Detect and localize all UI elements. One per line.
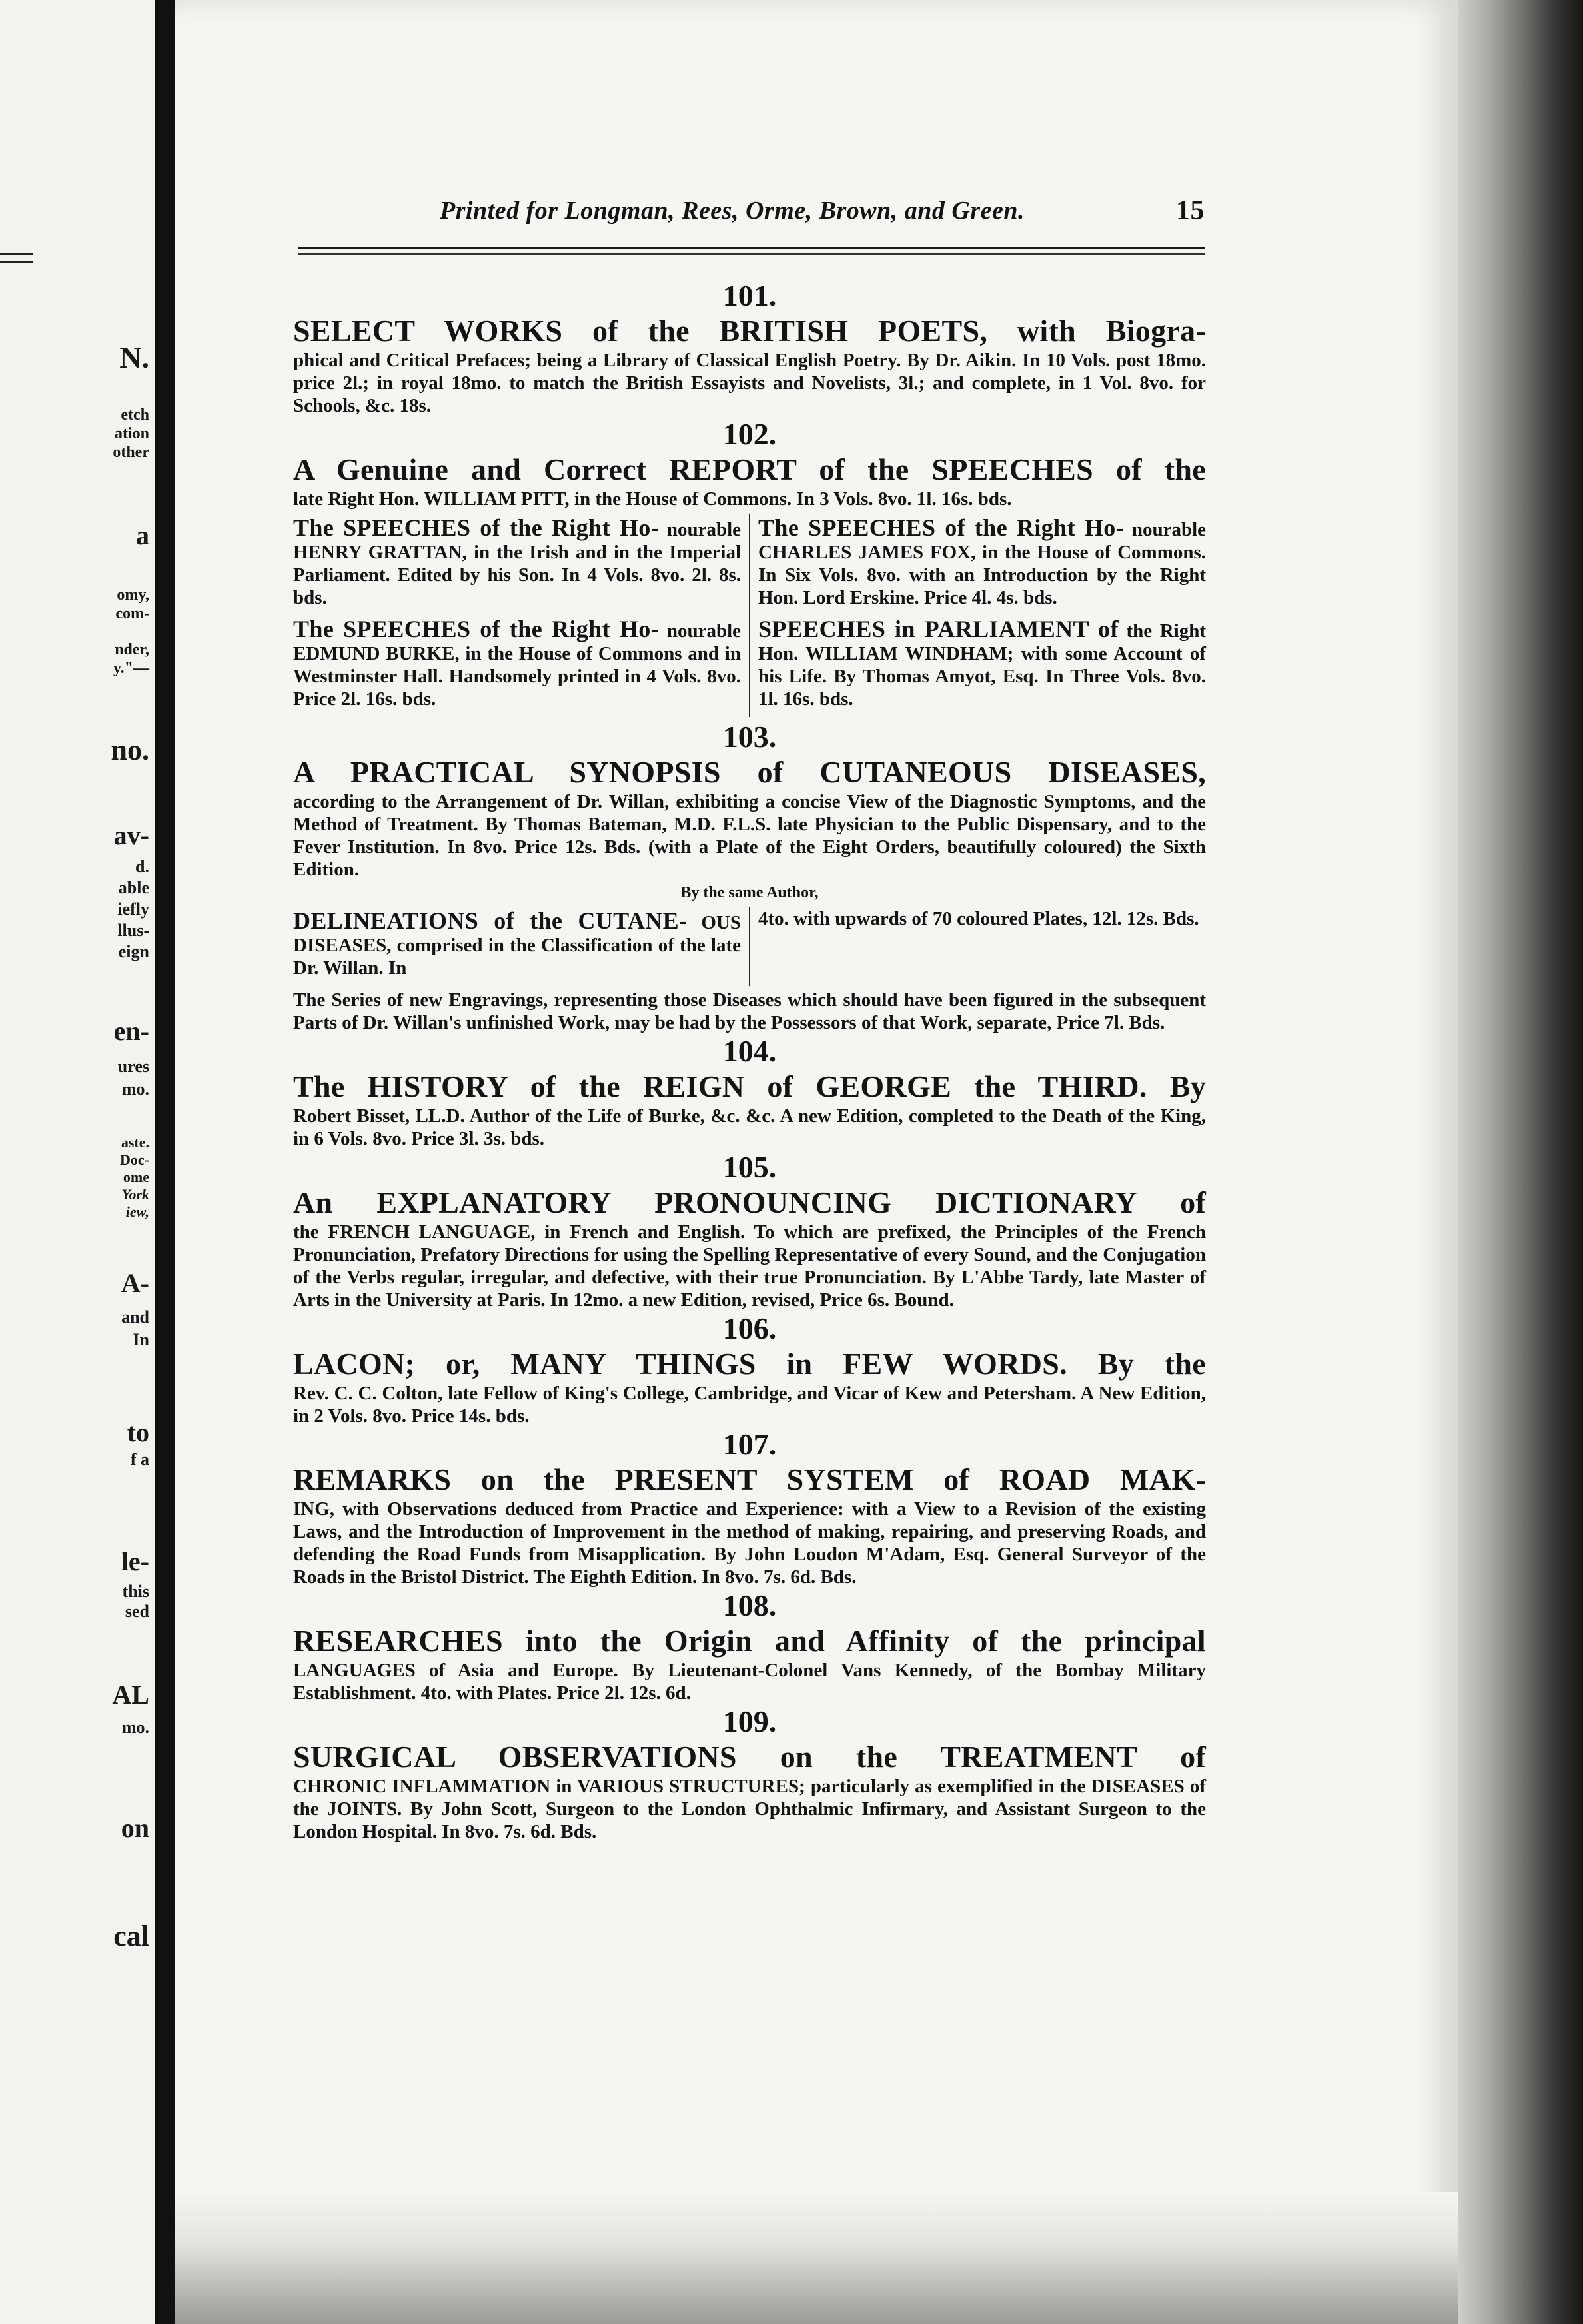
- left-column: [293, 907, 750, 986]
- entry-title: REMARKS on the PRESENT SYSTEM of ROAD MAK-: [293, 1462, 1206, 1496]
- column-item-lead: DELINEATIONS of the CUTANE-: [293, 907, 688, 934]
- entry-body: Rev. C. C. Colton, late Fellow of King's College, Cambridge, and Vicar of Kew and Petersham. A New Edition, in 2 Vols. 8vo. Price 14s. bds.: [293, 1383, 1206, 1427]
- left-page-fragment: AL: [112, 1680, 149, 1710]
- header-rule: [298, 247, 1205, 249]
- column-item-text: nourable CHARLES JAMES FOX, in the House of Commons. In Six Vols. 8vo. with an Introduction by the Right Hon. Lord Erskine. Price 4l. 4s. bds.: [758, 519, 1206, 608]
- catalogue-entry: [293, 720, 1206, 1034]
- left-page-fragment: mo.: [121, 1079, 149, 1099]
- left-page-fragment: llus-: [117, 921, 149, 940]
- left-page-fragment: ures: [117, 1057, 149, 1076]
- entry-number: 107.: [722, 1427, 777, 1461]
- column-item: [758, 907, 1206, 930]
- column-item-lead: SPEECHES in PARLIAMENT of: [758, 616, 1119, 642]
- entry-sub-note: By the same Author,: [680, 884, 819, 901]
- entry-body: the FRENCH LANGUAGE, in French and English. To which are prefixed, the Principles of the French Pronunciation, Prefatory Directions for using the Spelling Representative of every Sound, and the Conjugation of the Verbs regular, irregular, and defective, with their true Pronunciation. By L'Abbe Tardy, late Master of Arts in the University at Paris. In 12mo. a new Edition, revised, Price 6s. Bound.: [293, 1221, 1206, 1311]
- column-item: [293, 616, 741, 710]
- column-item-text: 4to. with upwards of 70 coloured Plates, 12l. 12s. Bds.: [758, 908, 1199, 929]
- left-page-fragment: cal: [113, 1920, 149, 1952]
- left-page-fragment: able: [118, 878, 149, 897]
- left-page-fragment: aste.: [121, 1134, 149, 1151]
- column-item-lead: The SPEECHES of the Right Ho-: [293, 616, 660, 642]
- entry-body: LANGUAGES of Asia and Europe. By Lieutenant-Colonel Vans Kennedy, of the Bombay Military Establishment. 4to. with Plates. Price 2l. 12s. 6d.: [293, 1660, 1206, 1704]
- left-page-fragment: other: [113, 444, 149, 461]
- left-page-fragment: sed: [125, 1602, 149, 1621]
- left-page-fragment: f a: [130, 1450, 149, 1469]
- left-page-fragment: etch: [121, 406, 149, 424]
- left-page-fragment: com-: [115, 605, 149, 622]
- left-page-fragment: to: [127, 1417, 149, 1447]
- left-page-fragment: iew,: [125, 1203, 149, 1220]
- catalogue-entry: [293, 279, 1206, 417]
- column-item: [758, 514, 1206, 609]
- left-page-fragment: eign: [118, 942, 149, 961]
- entry-body: Robert Bisset, LL.D. Author of the Life of Burke, &c. &c. A new Edition, completed to the Death of the King, in 6 Vols. 8vo. Price 3l. 3s. bds.: [293, 1105, 1206, 1149]
- running-head: [426, 192, 1205, 232]
- page-number: 15: [1176, 195, 1205, 226]
- entry-body: ING, with Observations deduced from Practice and Experience: with a View to a Revision of the existing Laws, and the Introduction of Improvement in the method of making, repairing, and preserving Roads, and defending the Road Funds from Misapplication. By John Loudon M'Adam, Esq. General Surveyor of the Roads in the Bristol District. The Eighth Edition. In 8vo. 7s. 6d. Bds.: [293, 1498, 1206, 1588]
- left-page-fragment: ome: [123, 1169, 149, 1185]
- left-page-fragment: ation: [114, 425, 149, 442]
- left-page-fragment: N.: [119, 340, 149, 374]
- column-item-lead: The SPEECHES of the Right Ho-: [758, 514, 1125, 541]
- entry-title: LACON; or, MANY THINGS in FEW WORDS. By the: [293, 1347, 1206, 1381]
- left-page-fragment: A-: [121, 1268, 149, 1298]
- entry-title: A Genuine and Correct REPORT of the SPEECHES of the: [293, 452, 1206, 486]
- entry-body: phical and Critical Prefaces; being a Library of Classical English Poetry. By Dr. Aikin. In 10 Vols. post 18mo. price 2l.; in royal 18mo. to match the British Essayists and Novelists, 3l.; and complete, in 1 Vol. 8vo. for Schools, &c. 18s.: [293, 350, 1206, 416]
- page-edge: [1458, 0, 1583, 2324]
- column-item-text: nourable HENRY GRATTAN, in the Irish and in the Imperial Parliament. Edited by his Son. In 4 Vols. 8vo. 2l. 8s. bds.: [293, 519, 741, 608]
- catalogue-entry: [293, 1034, 1206, 1150]
- entry-number: 108.: [722, 1588, 777, 1622]
- left-page-fragment: av-: [113, 820, 149, 850]
- column-item-lead: The SPEECHES of the Right Ho-: [293, 514, 660, 541]
- entry-body: according to the Arrangement of Dr. Willan, exhibiting a concise View of the Diagnostic Symptoms, and the Method of Treatment. By Thomas Bateman, M.D. F.L.S. late Physician to the Public Dispensary, and to the Fever Institution. In 8vo. Price 12s. Bds. (with a Plate of the Eight Orders, beautifully coloured) the Sixth Edition.: [293, 791, 1206, 880]
- column-item: [293, 907, 741, 979]
- left-facing-page: [0, 0, 155, 2324]
- left-page-fragment: le-: [121, 1546, 149, 1576]
- entry-number: 109.: [722, 1704, 777, 1738]
- entry-number: 101.: [722, 279, 777, 312]
- right-column: [750, 514, 1206, 717]
- two-column-listing: [293, 907, 1206, 986]
- entry-body: CHRONIC INFLAMMATION in VARIOUS STRUCTURES; particularly as exemplified in the DISEASES of the JOINTS. By John Scott, Surgeon to the London Ophthalmic Infirmary, and Assistant Surgeon to the London Hospital. In 8vo. 7s. 6d. Bds.: [293, 1776, 1206, 1842]
- book-gutter: [155, 0, 175, 2324]
- header-rule-thin: [298, 253, 1205, 255]
- entry-title: SELECT WORKS of the BRITISH POETS, with Biogra-: [293, 314, 1206, 348]
- catalogue-listing: [293, 279, 1206, 1843]
- entry-number: 102.: [722, 417, 777, 451]
- running-head-title: Printed for Longman, Rees, Orme, Brown, and Green.: [440, 197, 1025, 225]
- column-item-text: nourable EDMUND BURKE, in the House of Commons and in Westminster Hall. Handsomely printed in 4 Vols. 8vo. Price 2l. 16s. bds.: [293, 620, 741, 710]
- left-page-fragment: omy,: [117, 586, 149, 604]
- entry-title: SURGICAL OBSERVATIONS on the TREATMENT of: [293, 1740, 1206, 1774]
- left-page-fragment: a: [136, 520, 149, 550]
- column-item-text: OUS DISEASES, comprised in the Classification of the late Dr. Willan. In: [293, 912, 741, 979]
- left-page-fragment: and: [121, 1307, 149, 1327]
- entry-number: 104.: [722, 1034, 777, 1068]
- entry-number: 105.: [722, 1150, 777, 1184]
- entry-title: An EXPLANATORY PRONOUNCING DICTIONARY of: [293, 1185, 1206, 1219]
- column-item-text: the Right Hon. WILLIAM WINDHAM; with some Account of his Life. By Thomas Amyot, Esq. In Three Vols. 8vo. 1l. 16s. bds.: [758, 620, 1207, 710]
- entry-number: 103.: [722, 720, 777, 754]
- left-page-fragment: no.: [111, 734, 149, 766]
- entry-after-note: The Series of new Engravings, representing those Diseases which should have been figured in the subsequent Parts of Dr. Willan's unfinished Work, may be had by the Possessors of that Work, separate, Price 7l. Bds.: [293, 989, 1206, 1033]
- left-page-fragment: this: [122, 1582, 149, 1601]
- left-page-fragment: y."—: [113, 660, 149, 677]
- page-bottom-edge: [175, 2192, 1458, 2324]
- entry-number: 106.: [722, 1311, 777, 1345]
- column-item: [758, 616, 1206, 710]
- left-page-fragment: iefly: [117, 899, 149, 919]
- entry-body: late Right Hon. WILLIAM PITT, in the House of Commons. In 3 Vols. 8vo. 1l. 16s. bds.: [293, 488, 1012, 510]
- catalogue-entry: [293, 1311, 1206, 1427]
- left-page-fragment: York: [121, 1186, 149, 1203]
- entry-title: RESEARCHES into the Origin and Affinity of the principal: [293, 1624, 1206, 1658]
- entry-title: The HISTORY of the REIGN of GEORGE the THIRD. By: [293, 1069, 1206, 1103]
- left-page-fragment: d.: [135, 857, 149, 876]
- entry-title: A PRACTICAL SYNOPSIS of CUTANEOUS DISEASES,: [293, 755, 1206, 789]
- left-page-fragment: Doc-: [120, 1151, 149, 1168]
- catalogue-entry: [293, 417, 1206, 717]
- right-column: [750, 907, 1206, 986]
- catalogue-entry: [293, 1427, 1206, 1588]
- catalogue-entry: [293, 1588, 1206, 1704]
- left-page-fragment: mo.: [121, 1718, 149, 1737]
- left-page-fragment: on: [121, 1813, 149, 1843]
- left-page-fragment: en-: [113, 1016, 149, 1046]
- catalogue-entry: [293, 1150, 1206, 1311]
- left-column: [293, 514, 750, 717]
- two-column-listing: [293, 514, 1206, 717]
- column-item: [293, 514, 741, 609]
- left-page-rule: [0, 261, 33, 263]
- left-page-fragment: nder,: [115, 641, 149, 658]
- catalogue-entry: [293, 1704, 1206, 1843]
- left-page-rule: [0, 253, 33, 255]
- left-page-fragment: In: [133, 1330, 149, 1349]
